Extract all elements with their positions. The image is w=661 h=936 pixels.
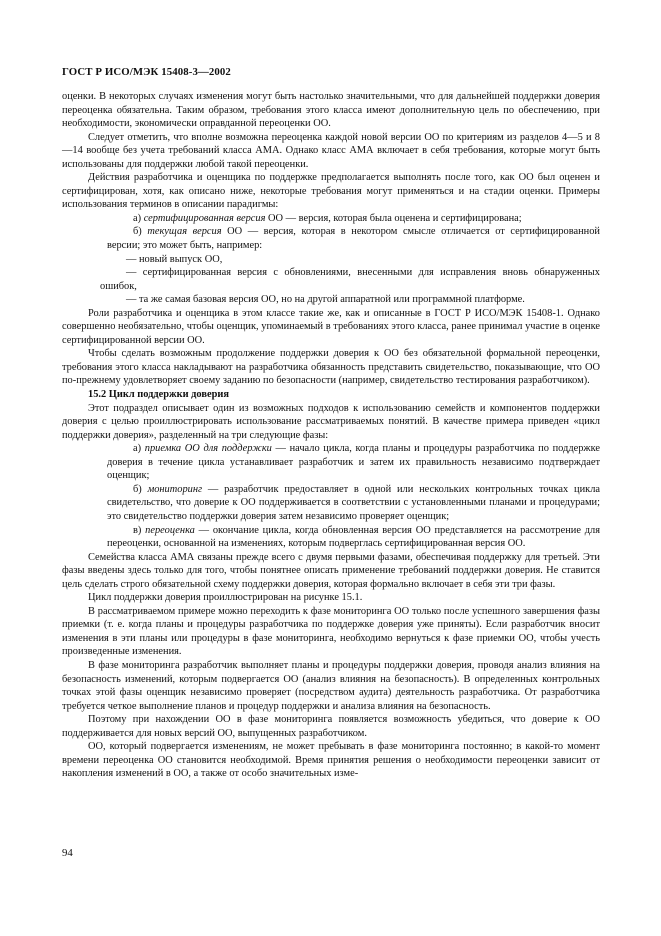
list-item xyxy=(62,212,600,226)
paragraph: Роли разработчика и оценщика в этом классе такие же, как и описанные в ГОСТ Р ИСО/МЭК 15408-1. Однако совершенно необязательно, чтобы оценщик, упоминаемый в требованиях этого класса, ранее принимал участие в оценке сертифицированной версии ОО. xyxy=(62,307,600,346)
paragraph: Поэтому при нахождении ОО в фазе мониторинга появляется возможность убедиться, что доверие к ОО поддерживается для новых версий ОО, выпущенных разработчиком. xyxy=(62,714,600,739)
term: переоценка xyxy=(145,524,195,536)
section-heading: 15.2 Цикл поддержки доверия xyxy=(88,389,229,401)
list-marker: в) xyxy=(133,524,142,536)
paragraph: оценки. В некоторых случаях изменения могут быть настолько значительными, что для дальнейшей поддержки доверия переоценка обязательна. Таким образом, требования этого класса имеют дополнительную цель по обеспечению, при необходимости, экономически оправданной переоценки ОО. xyxy=(62,91,600,130)
list-marker: а) xyxy=(133,443,142,455)
list-item xyxy=(62,524,600,551)
term: текущая версия xyxy=(147,226,222,238)
term: мониторинг xyxy=(147,483,203,495)
paragraph: Чтобы сделать возможным продолжение поддержки доверия к ОО без обязательной формальной переоценки, требования этого класса накладывают на разработчика обязанность представить свидетельство, показывающие, что ОО по-прежнему удовлетворяет своему заданию по безопасности (например, свидетельство тестирования разработчиком). xyxy=(62,348,600,387)
list-item xyxy=(62,225,600,252)
term: сертифицированная версия xyxy=(143,212,266,224)
paragraph: Следует отметить, что вполне возможна переоценка каждой новой версии ОО по критериям из разделов 4—5 и 8—14 вообще без учета требований класса АМА. Однако класс АМА включает в себя требования, которые могут быть использованы для поддержки любой такой переоценки. xyxy=(62,131,600,170)
paragraph: Этот подраздел описывает один из возможных подходов к использованию семейств и компонентов поддержки доверия с целью проиллюстрировать использование рассматриваемых понятий. В качестве примера приведен «цикл поддержки доверия», разделенный на три следующие фазы: xyxy=(62,402,600,441)
list-item xyxy=(62,442,600,483)
term: приемка ОО для поддержки xyxy=(144,443,272,455)
dash-item: — новый выпуск ОО, xyxy=(126,253,223,265)
paragraph: ОО, который подвергается изменениям, не может пребывать в фазе мониторинга постоянно; в какой-то момент времени переоценка ОО становится необходимой. Время принятия решения о необходимости переоценки зависит от накопления изменений в ОО, а также от особо значительных изме- xyxy=(62,741,600,780)
paragraph: В фазе мониторинга разработчик выполняет планы и процедуры поддержки доверия, проводя анализ влияния на безопасность изменений, которым подвергается ОО (анализ влияния на безопасность). В определенных контрольных точках этой фазы оценщик независимо проверяет (посредством аудита) деятельность разработчика. От разработчика требуется четкое выполнение планов и процедур поддержки и анализа влияния на безопасность. xyxy=(62,659,600,712)
paragraph: Действия разработчика и оценщика по поддержке предполагается выполнять после того, как ОО был оценен и сертифицирован, хотя, как описано ниже, некоторые требования могут применяться и на стадии оценки. Примеры использования терминов в описании парадигмы: xyxy=(62,172,600,211)
paragraph: В рассматриваемом примере можно переходить к фазе мониторинга ОО только после успешного завершения фазы приемки (т. е. когда планы и процедуры разработчика по поддержке доверия уже приняты). Если разработчик вносит изменения в эти планы или процедуры в фазе мониторинга, необходимо вернуться к фазе приемки ОО, чтобы учесть произведенные изменения. xyxy=(62,605,600,658)
list-marker: б) xyxy=(133,226,142,238)
list-text: ОО — версия, которая была оценена и сертифицирована; xyxy=(265,212,522,224)
list-text: — начало цикла, когда планы и процедуры разработчика по поддержке доверия в течение цикла устанавливает разработчик и затем их правильность независимо подтверждает оценщик; xyxy=(107,443,600,482)
paragraph: Семейства класса АМА связаны прежде всего с двумя первыми фазами, обеспечивая поддержку для третьей. Эти фазы введены здесь только для того, чтобы понятнее описать применение требований поддержки доверия. Не ставится цель сделать строго обязательной схему поддержки доверия, которая формально включает в себя эти три фазы. xyxy=(62,551,600,590)
page-number: 94 xyxy=(62,847,73,859)
list-text: ОО — версия, которая в некотором смысле отличается от сертифицированной версии; это может быть, например: xyxy=(107,226,600,252)
running-header: ГОСТ Р ИСО/МЭК 15408-3—2002 xyxy=(62,66,231,78)
dash-item: — сертифицированная версия с обновлениями, внесенными для исправления вновь обнаруженных ошибок, xyxy=(100,267,600,292)
list-marker: б) xyxy=(133,483,142,495)
list-text: — разработчик предоставляет в одной или нескольких контрольных точках цикла свидетельство, что доверие к ОО поддерживается в соответствии с установленными планами и процедурами; это свидетельство поддержки доверия затем независимо проверяет оценщик; xyxy=(107,483,600,522)
list-item xyxy=(62,483,600,524)
paragraph: Цикл поддержки доверия проиллюстрирован на рисунке 15.1. xyxy=(88,592,363,604)
body-text xyxy=(62,90,600,781)
list-marker: а) xyxy=(133,212,142,224)
dash-item: — та же самая базовая версия ОО, но на другой аппаратной или программной платформе. xyxy=(126,294,525,306)
list-text: — окончание цикла, когда обновленная версия ОО представляется на рассмотрение для переоценки, основанной на изменениях, которым подверглась сертифицированная версия ОО. xyxy=(107,524,600,550)
